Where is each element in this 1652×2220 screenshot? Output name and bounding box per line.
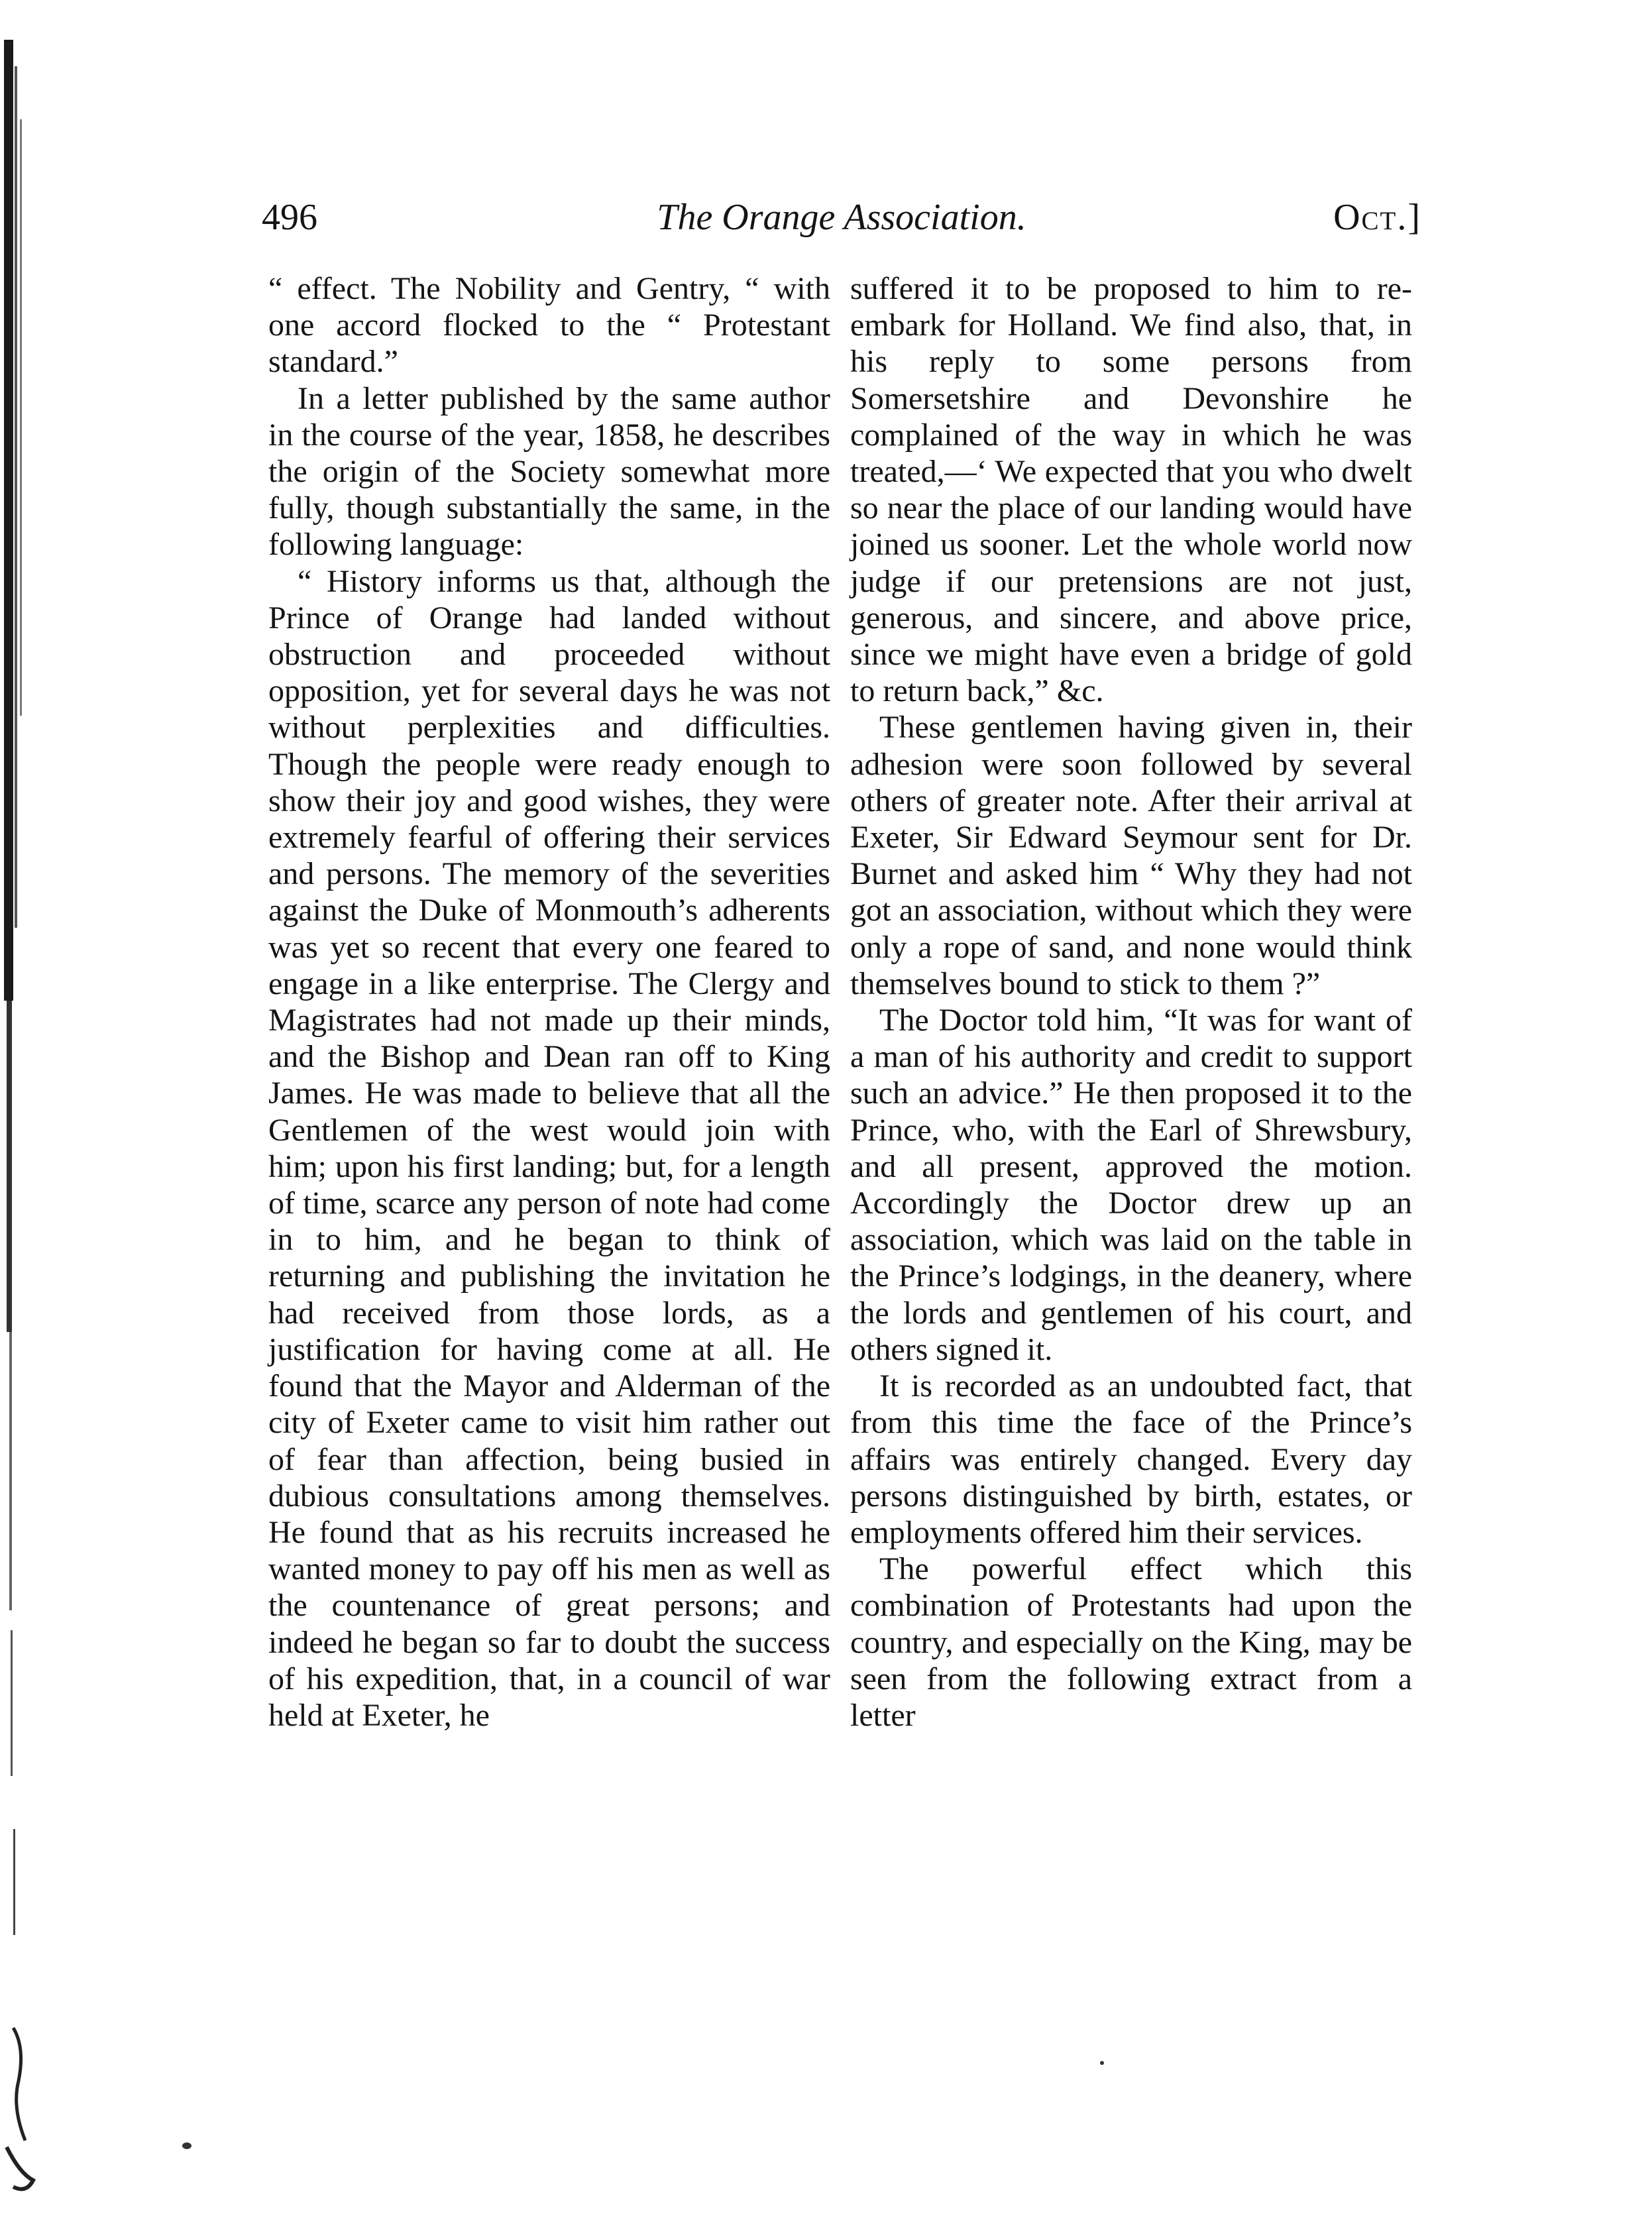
paragraph: “ History informs us that, although the Prince of Orange had landed without obstruction and proceeded without opposition, yet for several days he was not without perplexities and difficulties. Though the people were ready enough to show their joy and good wishes, they were extremely fearful of offering their services and persons. The memory of the severities against the Duke of Monmouth’s adherents was yet so recent that every one feared to engage in a like enterprise. The Clergy and Magistrates had not made up their minds, and the Bishop and Dean ran off to King James. He was made to believe that all the Gentlemen of the west would join with him; upon his first landing; but, for a length of time, scarce any person of note had come in to him, and he began to think of returning and publishing the invitation he had received from those lords, as a justification for having come at all. He found that the Mayor and Alderman of the city of Exeter came to visit him rather out of fear than affection, being busied in dubious consultations among themselves. He found that as his recruits increased he wanted money to pay off his men as well as the countenance of great persons; and indeed he began so far to doubt the success of his expedition, that, in a council of war held at Exeter, he xyxy=(268,563,830,1733)
right-column xyxy=(850,270,1412,1734)
paragraph: The powerful effect which this combination of Protestants had upon the country, and especially on the King, may be seen from the following extract from a letter xyxy=(850,1551,1412,1733)
running-title: The Orange Association. xyxy=(657,197,1026,238)
binding-edge-shadow xyxy=(0,40,38,2220)
paragraph: “ effect. The Nobility and Gentry, “ with one accord flocked to the “ Protestant standard.” xyxy=(268,271,830,380)
page-number: 496 xyxy=(262,197,317,238)
ink-speck xyxy=(1100,2061,1104,2065)
header-month: Oct.] xyxy=(1333,197,1421,238)
paragraph: suffered it to be proposed to him to re-embark for Holland. We find also, that, in his reply to some persons from Somersetshire and Devonshire he complained of the way in which he was treated,—‘ We expected that you who dwelt so near the place of our landing would have joined us sooner. Let the whole world now judge if our pretensions are not just, generous, and sincere, and above price, since we might have even a bridge of gold to return back,” &c. xyxy=(850,271,1412,709)
paragraph: In a letter published by the same author in the course of the year, 1858, he describes the origin of the Society somewhat more fully, though substantially the same, in the following language: xyxy=(268,380,830,563)
paragraph: The Doctor told him, “It was for want of a man of his authority and credit to support such an advice.” He then proposed it to the Prince, who, with the Earl of Shrewsbury, and all present, approved the motion. Accordingly the Doctor drew up an association, which was laid on the table in the Prince’s lodgings, in the deanery, where the lords and gentlemen of his court, and others signed it. xyxy=(850,1003,1412,1367)
ink-speck xyxy=(182,2142,192,2149)
left-column xyxy=(268,270,830,1734)
running-header xyxy=(262,191,1421,244)
paragraph: It is recorded as an undoubted fact, that from this time the face of the Prince’s affairs was entirely changed. Every day persons distinguished by birth, estates, or employments offered him their services. xyxy=(850,1368,1412,1550)
paragraph: These gentlemen having given in, their adhesion were soon followed by several others of greater note. After their arrival at Exeter, Sir Edward Seymour sent for Dr. Burnet and asked him “ Why they had not got an association, without which they were only a rope of sand, and none would think themselves bound to stick to them ?” xyxy=(850,710,1412,1001)
